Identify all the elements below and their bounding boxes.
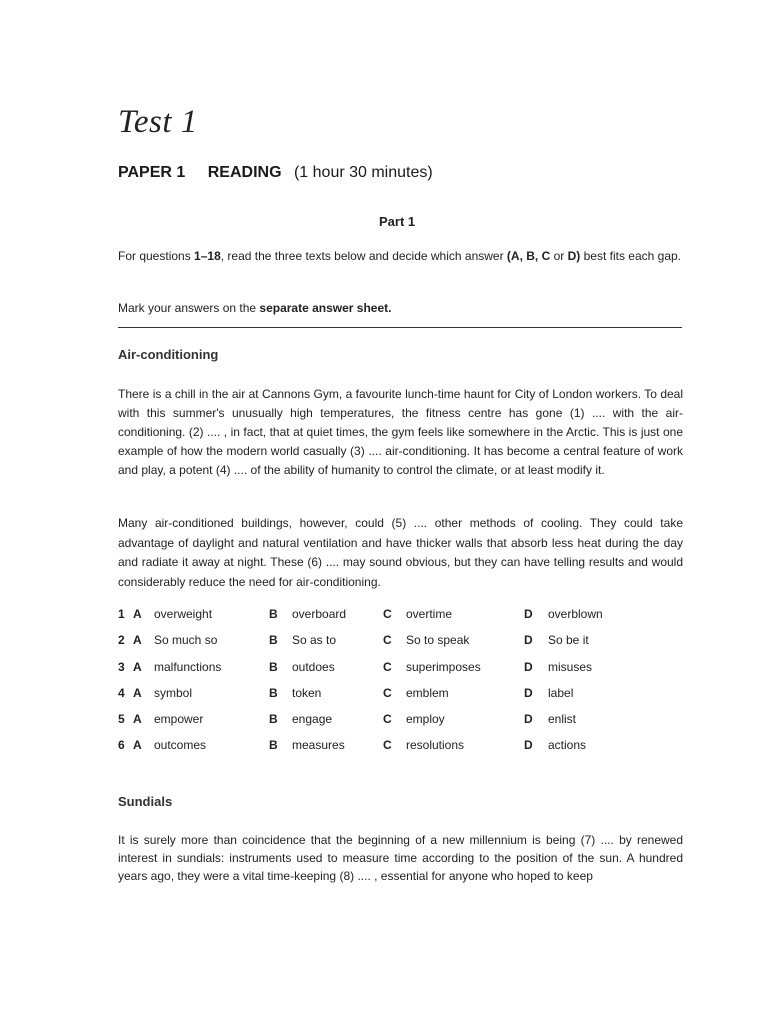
option-text: symbol (154, 685, 193, 700)
option-letter: D (524, 738, 533, 753)
option-text: actions (548, 738, 587, 753)
option-text: empower (154, 712, 204, 727)
option-text: outdoes (292, 659, 335, 674)
option-text: engage (292, 712, 333, 727)
option-letter: B (269, 633, 278, 648)
instr-text: or (550, 249, 568, 263)
option-text: resolutions (406, 738, 465, 753)
instr-text: Mark your answers on the (118, 301, 260, 315)
option-text: overblown (548, 607, 603, 621)
option-letter: C (383, 659, 392, 674)
option-text: employ (406, 712, 445, 727)
paper-duration: (1 hour 30 minutes) (293, 164, 433, 181)
option-letter: B (269, 685, 278, 700)
option-row (118, 712, 678, 738)
paper-subject: READING (207, 164, 282, 181)
section-title-sundials: Sundials (118, 794, 173, 809)
option-letter: C (383, 685, 392, 700)
option-row (118, 738, 678, 764)
option-letter: C (383, 633, 392, 648)
answer-options (118, 607, 678, 765)
option-text: So as to (292, 633, 337, 648)
passage-paragraph: It is surely more than coincidence that the beginning of a new millennium is being (7) .... by renewed interest in sundials: instruments used to measure time according to the position of the sun. A hundred years ago, they were a vital time-keeping (8) .... , essential for anyone who hoped to keep (118, 833, 683, 883)
question-number: 1 (118, 607, 125, 621)
option-text: So be it (548, 633, 589, 648)
option-letter: A (133, 633, 142, 648)
instructions-questions (118, 247, 683, 266)
option-text: overtime (406, 607, 453, 621)
question-number: 4 (118, 685, 125, 700)
option-letter: D (524, 607, 533, 621)
passage-paragraph: Many air-conditioned buildings, however, could (5) .... other methods of cooling. They could take advantage of daylight and natural ventilation and have thicker walls that absorb less heat during the day and radiate it away at night. These (6) .... may sound obvious, but they can have telling results and would considerably reduce the need for air-conditioning. (118, 516, 683, 589)
option-letter: D (524, 685, 533, 700)
paper-number: PAPER 1 (118, 164, 186, 181)
option-text: So to speak (406, 633, 470, 648)
option-text: emblem (406, 685, 449, 700)
option-text: overboard (292, 607, 347, 621)
instructions-answer-sheet (118, 299, 683, 318)
option-text: label (548, 685, 574, 700)
passage-paragraph: There is a chill in the air at Cannons Gym, a favourite lunch-time haunt for City of London workers. To deal with this summer's unusually high temperatures, the fitness centre has gone (1) .... with the air-conditioning. (2) .... , in fact, that at quiet times, the gym feels like somewhere in the Arctic. This is just one example of how the modern world casually (3) .... air-conditioning. It has become a central feature of work and play, a potent (4) .... of the ability of humanity to control the climate, or at least modify it. (118, 387, 683, 477)
option-letter: A (133, 738, 142, 753)
instr-text: For questions (118, 249, 195, 263)
paper-heading (118, 164, 433, 182)
option-letter: D (524, 633, 533, 648)
option-text: outcomes (154, 738, 207, 753)
option-text: enlist (548, 712, 577, 727)
instr-choices: D) (567, 249, 581, 263)
option-text: measures (292, 738, 345, 753)
option-letter: B (269, 659, 278, 674)
option-letter: C (383, 738, 392, 753)
option-row (118, 686, 678, 712)
option-letter: B (269, 712, 278, 727)
question-number: 3 (118, 659, 125, 674)
instr-range: 1–18 (194, 249, 221, 263)
instr-answer-sheet: separate answer sheet. (259, 301, 392, 315)
option-row (118, 607, 678, 633)
option-letter: A (133, 659, 142, 674)
question-number: 5 (118, 712, 125, 727)
option-row (118, 660, 678, 686)
option-letter: B (269, 607, 278, 621)
section-title-air-conditioning: Air-conditioning (118, 347, 219, 362)
option-letter: C (383, 607, 392, 621)
option-letter: D (524, 659, 533, 674)
option-letter: A (133, 685, 142, 700)
instr-text: best fits each gap. (580, 249, 682, 263)
option-letter: A (133, 712, 142, 727)
option-text: token (292, 685, 322, 700)
part-heading: Part 1 (379, 214, 416, 229)
question-number: 2 (118, 633, 125, 648)
option-text: overweight (154, 607, 213, 621)
option-letter: D (524, 712, 533, 727)
option-letter: A (133, 607, 142, 621)
option-row (118, 633, 678, 659)
option-text: malfunctions (154, 659, 222, 674)
option-letter: B (269, 738, 278, 753)
test-title: Test 1 (118, 104, 198, 140)
instr-choices: (A, B, C (506, 249, 551, 263)
option-text: misuses (548, 659, 593, 674)
option-text: superimposes (406, 659, 481, 674)
option-letter: C (383, 712, 392, 727)
divider (118, 327, 682, 328)
instr-text: , read the three texts below and decide which answer (220, 249, 507, 263)
question-number: 6 (118, 738, 125, 753)
option-text: So much so (154, 633, 218, 648)
